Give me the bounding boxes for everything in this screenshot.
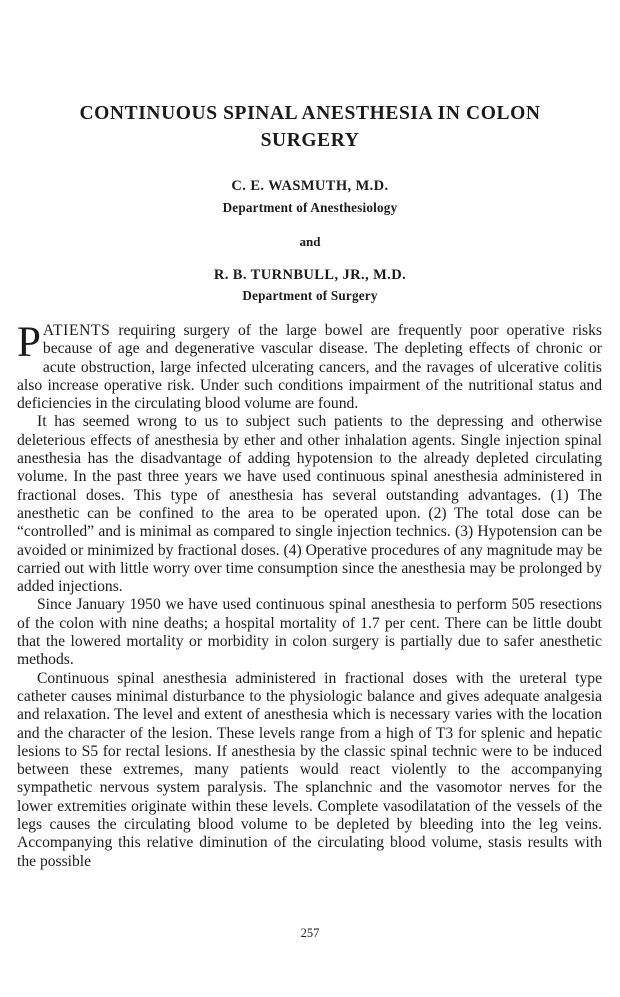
paragraph-4: Continuous spinal anesthesia administered in fractional doses with the ureteral type catheter causes minimal disturbance to the physiologic balance and gives adequate analgesia and relaxation. The level and extent of anesthesia which is necessary varies with the location and the character of the lesion. These levels range from a high of T3 for splenic and hepatic lesions to S5 for rectal lesions. If anesthesia by the classic spinal technic were to be induced between these extremes, many patients would react violently to the accompanying sympathetic nervous system paralysis. The splanchnic and the vasomotor nerves for the lower extremities originate within these levels. Complete vasodilatation of the vessels of the legs causes the circulating blood volume to be depleted by bleeding into the leg veins. Accompanying this relative diminution of the circulating blood volume, stasis results with the possible (17, 669, 602, 870)
article-title-line-2: SURGERY (260, 130, 360, 151)
author-conjunction: and (299, 234, 321, 249)
page-number: 257 (300, 926, 320, 940)
author-2-name: R. B. TURNBULL, JR., M.D. (213, 267, 407, 283)
drop-cap: P (17, 319, 41, 366)
paragraph-2: It has seemed wrong to us to subject such patients to the depressing and otherwise deleterious effects of anesthesia by ether and other inhalation agents. Single injection spinal anesthesia has the disadvantage of adding hypotension to the already depleted circulating volume. In the past three years we have used continuous spinal anesthesia administered in fractional doses. This type of anesthesia has several outstanding advantages. (1) The anesthetic can be confined to the area to be operated upon. (2) The total dose can be “controlled” and is minimal as compared to single injection technics. (3) Hypotension can be avoided or minimized by fractional doses. (4) Operative procedures of any magnitude may be carried out with little worry over time consumption since the anesthesia may be prolonged by added injections. (17, 413, 602, 596)
article-body (17, 319, 602, 871)
paragraph-3: Since January 1950 we have used continuous spinal anesthesia to perform 505 resections of the colon with nine deaths; a hospital mortality of 1.7 per cent. There can be little doubt that the lowered mortality or morbidity in colon surgery is partially due to safer anesthetic methods. (17, 596, 602, 669)
opening-caps: ATIENTS (42, 322, 111, 339)
paragraph-1-text: requiring surgery of the large bowel are frequently poor operative risks because of age and degenerative vascular disease. The depleting effects of chronic or acute obstruction, large infected ulcerating cancers, and the ravages of ulcerative colitis also increase operative risk. Under such conditions impairment of the nutritional status and deficiencies in the circulating blood volume are found. (17, 322, 602, 413)
author-1-department: Department of Anesthesiology (222, 200, 398, 215)
author-1-name: C. E. WASMUTH, M.D. (231, 178, 389, 194)
author-2-department: Department of Surgery (242, 288, 378, 303)
paragraph-1 (17, 319, 602, 413)
article-title-line-1: CONTINUOUS SPINAL ANESTHESIA IN COLON (79, 103, 541, 124)
